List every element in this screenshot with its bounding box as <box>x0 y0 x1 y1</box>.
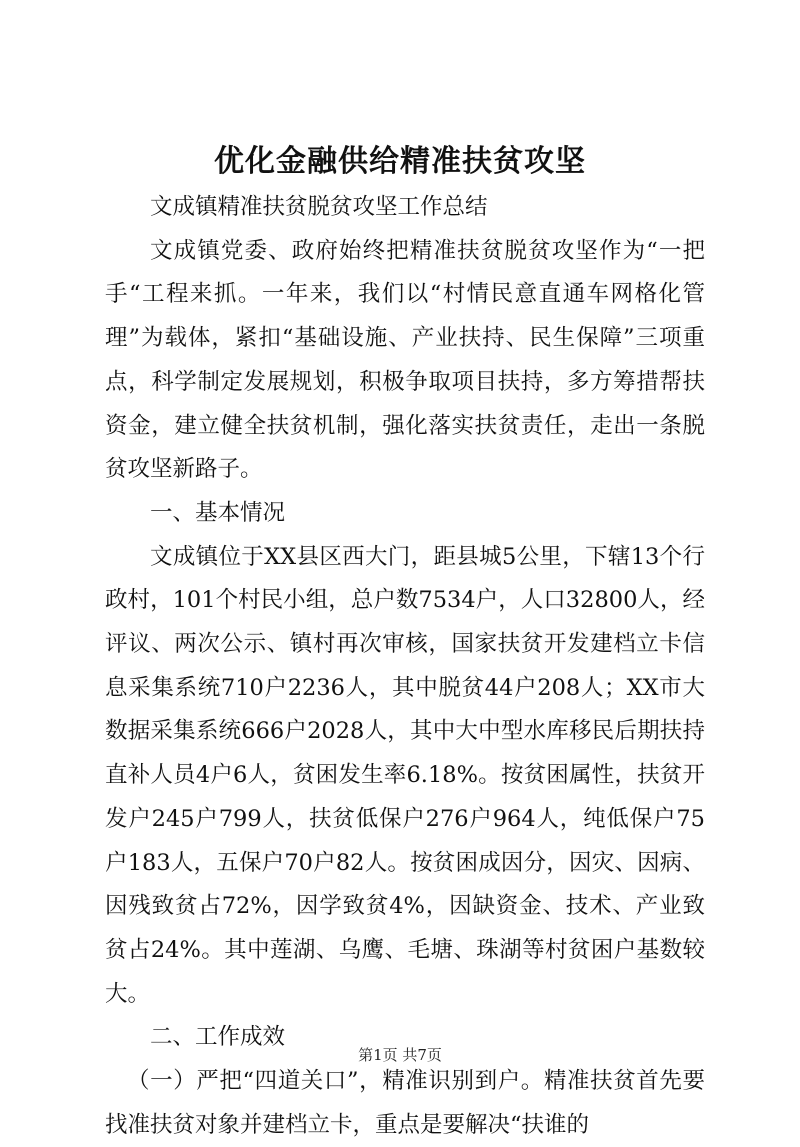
document-body <box>105 186 705 1147</box>
section-heading-results: 二、工作成效 <box>150 1024 286 1051</box>
basic-situation-paragraph: 文成镇位于XX县区西大门，距县城5公里，下辖13个行政村，101个村民小组，总户数7534户，人口32800人，经评议、两次公示、镇村再次审核，国家扶贫开发建档立卡信息采集系统710户2236人，其中脱贫44户208人；XX市大数据采集系统666户2028人，其中大中型水库移民后期扶持直补人员4户6人，贫困发生率6.18%。按贫困属性，扶贫开发户245户799人，扶贫低保户276户964人，纯低保户75户183人，五保户70户82人。按贫困成因分，因灾、因病、因残致贫占72%，因学致贫4%，因缺资金、技术、产业致贫占24%。其中莲湖、乌鹰、毛塘、珠湖等村贫困户基数较大。 <box>105 543 705 1007</box>
subtitle-paragraph: 文成镇精准扶贫脱贫攻坚工作总结 <box>150 194 488 220</box>
results-paragraph-1: （一）严把“四道关口”，精准识别到户。精准扶贫首先要找准扶贫对象并建档立卡，重点是要解决“扶谁的 <box>105 1068 705 1138</box>
intro-paragraph: 文成镇党委、政府始终把精准扶贫脱贫攻坚作为“一把手“工程来抓。一年来，我们以“村情民意直通车网格化管理”为载体，紧扣“基础设施、产业扶持、民生保障”三项重点，科学制定发展规划，积极争取项目扶持，多方筹措帮扶资金，建立健全扶贫机制，强化落实扶贫责任，走出一条脱贫攻坚新路子。 <box>105 237 705 483</box>
page-footer: 第1页 共7页 <box>358 1046 442 1064</box>
section-heading-basic: 一、基本情况 <box>150 499 286 526</box>
document-title: 优化金融供给精准扶贫攻坚 <box>214 144 586 179</box>
